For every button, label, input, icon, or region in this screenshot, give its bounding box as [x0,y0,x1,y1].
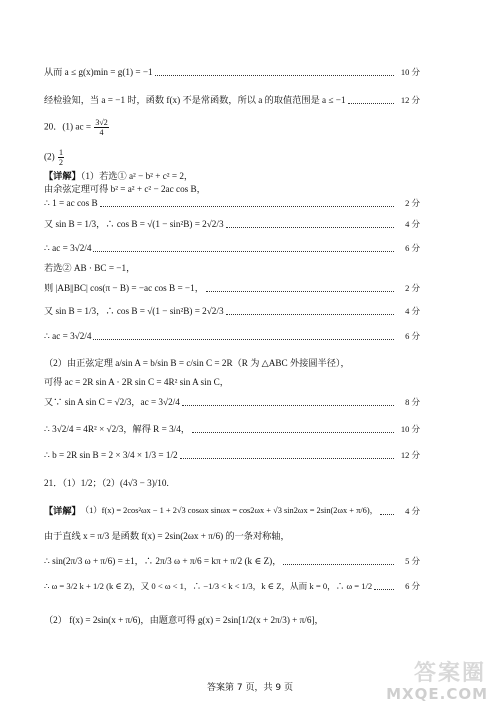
line-24 [44,614,420,626]
line-13 [44,330,420,342]
watermark-bottom: MXQE.COM [386,685,488,703]
line-text: 可得 ac = 2R sin A · 2R sin C = 4R² sin A sin C， [44,377,229,387]
line-text: 由于直线 x = π/3 是函数 f(x) = 2sin(2ωx + π/6) 的一条对称轴， [44,531,290,541]
line-18 [44,449,420,461]
q21-answers [44,477,420,489]
leader-dots [182,399,394,406]
line-text: （2） f(x) = 2sin(x + π/6)，由题意可得 g(x) = 2sin[1/2(x + 2π/3) + π/6]， [44,615,324,625]
line-text: 经检验知，当 a = −1 时，函数 f(x) 不是常函数，所以 a 的取值范围是 a ≤ −1 [44,95,346,105]
line-text: 从而 a ≤ g(x)min = g(1) = −1 [44,67,153,77]
line-text: （1）若选① a² − b² + c² = 2， [80,171,194,181]
leader-dots [100,200,394,207]
points-label: 2 分 [405,198,420,208]
line-1 [44,66,420,78]
line-text: 又∵ sin A sin C = √2/3，ac = 3√2/4 [44,397,180,407]
line-text: 又 sin B = 1/3，∴ cos B = √(1 − sin²B) = 2√2/3 [44,306,224,316]
leader-dots [155,69,394,76]
q20-answer-2 [44,148,420,167]
points-label: 12 分 [400,95,420,105]
leader-dots [380,508,394,515]
line-text: （1）f(x) = 2cos²ωx − 1 + 2√3 cosωx sinωx = cos2ωx + √3 sin2ωx = 2sin(2ωx + π/6)， [80,506,378,515]
points-label: 12 分 [400,450,420,460]
line-6 [44,183,420,195]
line-10 [44,262,420,274]
line-text: 21．（1）1/2；（2）(4√3 − 3)/10. [44,478,169,488]
leader-dots [93,333,394,340]
leader-dots [226,308,394,315]
line-text: ∴ 3√2/4 = 4R² × √2/3，解得 R = 3/4， [44,424,191,434]
points-label: 10 分 [400,424,420,434]
leader-dots [192,426,394,433]
line-14 [44,357,420,369]
line-text: 20．(1) ac = [44,121,94,132]
line-17 [44,423,420,435]
denominator: 4 [99,128,104,137]
line-16 [44,396,420,408]
line-12 [44,305,420,317]
points-label: 4 分 [405,219,420,229]
q20-detail-start [44,170,420,182]
q20-answer-1 [44,118,420,137]
line-text: ∴ ac = 3√2/4 [44,243,92,253]
denominator: 2 [59,158,64,167]
leader-dots [226,221,394,228]
points-label: 6 分 [405,581,420,591]
line-21 [44,530,420,542]
leader-dots [93,245,394,252]
line-text: ∴ ac = 3√2/4 [44,331,92,341]
points-label: 2 分 [405,283,420,293]
line-text: 又 sin B = 1/3，∴ cos B = √(1 − sin²B) = 2√2/3 [44,219,224,229]
leader-dots [283,558,394,565]
line-23 [44,580,420,592]
line-15 [44,376,420,388]
line-text: ∴ 1 = ac cos B [44,198,98,208]
line-text: (2) [44,151,58,162]
line-text: 若选② AB · BC = −1， [44,263,136,273]
line-text: ∴ b = 2R sin B = 2 × 3/4 × 1/3 = 1/2 [44,450,178,460]
line-2 [44,94,420,106]
fraction [94,118,108,137]
q21-detail-start [44,505,420,517]
leader-dots [374,583,394,590]
numerator: 1 [59,148,64,157]
line-text: ∴ sin(2π/3 ω + π/6) = ±1，∴ 2π/3 ω + π/6 = kπ + π/2 (k ∈ Z)， [44,556,282,566]
fraction [58,148,64,167]
line-text: 由余弦定理可得 b² = a² + c² − 2ac cos B， [44,184,206,194]
line-7 [44,197,420,209]
page-footer: 答案第 7 页，共 9 页 [207,683,293,693]
line-9 [44,242,420,254]
line-text: 则 |AB||BC| cos(π − B) = −ac cos B = −1， [44,283,204,293]
line-text: （2）由正弦定理 a/sin A = b/sin B = c/sin C = 2R（R 为 △ABC 外接圆半径）， [44,358,350,368]
leader-dots [206,285,394,292]
points-label: 4 分 [405,506,420,516]
points-label: 6 分 [405,243,420,253]
leader-dots [348,97,394,104]
points-label: 4 分 [405,306,420,316]
detail-label: 【详解】 [44,171,81,181]
numerator: 3√2 [95,118,108,127]
points-label: 10 分 [400,67,420,77]
detail-label: 【详解】 [44,506,81,516]
line-22 [44,555,420,567]
line-text: ∴ ω = 3/2 k + 1/2 (k ∈ Z)，又 0 < ω < 1，∴ −1/3 < k < 1/3，k ∈ Z，从而 k = 0，∴ ω = 1/2 [44,581,373,591]
line-11 [44,282,420,294]
points-label: 5 分 [405,556,420,566]
points-label: 6 分 [405,331,420,341]
leader-dots [180,452,394,459]
points-label: 8 分 [405,397,420,407]
watermark-top: 答案圈 [413,661,486,686]
line-8 [44,218,420,230]
